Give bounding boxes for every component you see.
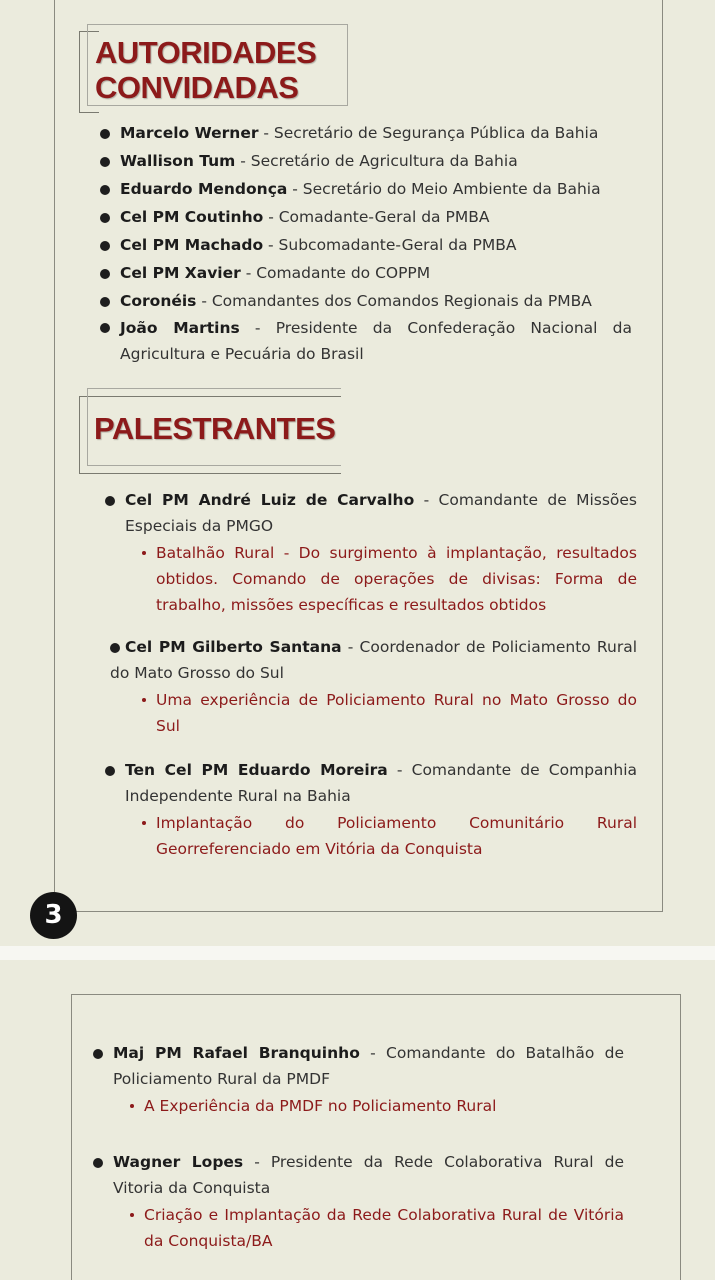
list-item: Eduardo Mendonça - Secretário do Meio Ambiente da Bahia — [100, 175, 632, 203]
talk-title: Criação e Implantação da Rede Colaborativa Rural de Vitória da Conquista/BA — [144, 1202, 624, 1254]
talk-title: Implantação do Policiamento Comunitário Rural Georreferenciado em Vitória da Conquista — [156, 810, 637, 862]
list-item: Cel PM Xavier - Comadante do COPPM — [100, 259, 632, 287]
talk-title: Batalhão Rural - Do surgimento à implantação, resultados obtidos. Comando de operações de divisas: Forma de trabalho, missões específicas e resultados obtidos — [156, 540, 637, 618]
heading-palestrantes: PALESTRANTES — [94, 411, 336, 446]
page-4 — [0, 960, 715, 1280]
list-item: João Martins - Presidente da Confederação Nacional da Agricultura e Pecuária do Brasil — [100, 315, 632, 367]
speaker-block: Cel PM Gilberto Santana - Coordenador de Policiamento Rural do Mato Grosso do Sul Uma experiência de Policiamento Rural no Mato Grosso do Sul — [110, 634, 637, 739]
list-item: Cel PM Machado - Subcomadante-Geral da PMBA — [100, 231, 632, 259]
autoridades-list — [100, 119, 632, 367]
speaker-block: Ten Cel PM Eduardo Moreira - Comandante de Companhia Independente Rural na Bahia Implantação do Policiamento Comunitário Rural Georreferenciado em Vitória da Conquista — [105, 757, 637, 862]
list-item: Marcelo Werner - Secretário de Segurança Pública da Bahia — [100, 119, 632, 147]
talk-title: Uma experiência de Policiamento Rural no Mato Grosso do Sul — [156, 687, 637, 739]
list-item: Coronéis - Comandantes dos Comandos Regionais da PMBA — [100, 287, 632, 315]
speaker-block: Maj PM Rafael Branquinho - Comandante do Batalhão de Policiamento Rural da PMDF A Experiência da PMDF no Policiamento Rural — [93, 1040, 624, 1119]
heading-autoridades-line2: CONVIDADAS — [95, 70, 299, 105]
speaker-block: Wagner Lopes - Presidente da Rede Colaborativa Rural de Vitoria da Conquista Criação e Implantação da Rede Colaborativa Rural de Vitória da Conquista/BA — [93, 1149, 624, 1254]
list-item: Cel PM Coutinho - Comadante-Geral da PMBA — [100, 203, 632, 231]
speaker-block: Cel PM André Luiz de Carvalho - Comandante de Missões Especiais da PMGO Batalhão Rural - Do surgimento à implantação, resultados obtidos. Comando de operações de divisas: Forma de trabalho, missões específicas e resultados obtidos — [105, 487, 637, 618]
page-separator — [0, 946, 715, 960]
list-item: Wallison Tum - Secretário de Agricultura da Bahia — [100, 147, 632, 175]
page-number-badge: 3 — [30, 892, 77, 939]
heading-autoridades-line1: AUTORIDADES — [95, 35, 317, 70]
talk-title: A Experiência da PMDF no Policiamento Rural — [144, 1093, 624, 1119]
